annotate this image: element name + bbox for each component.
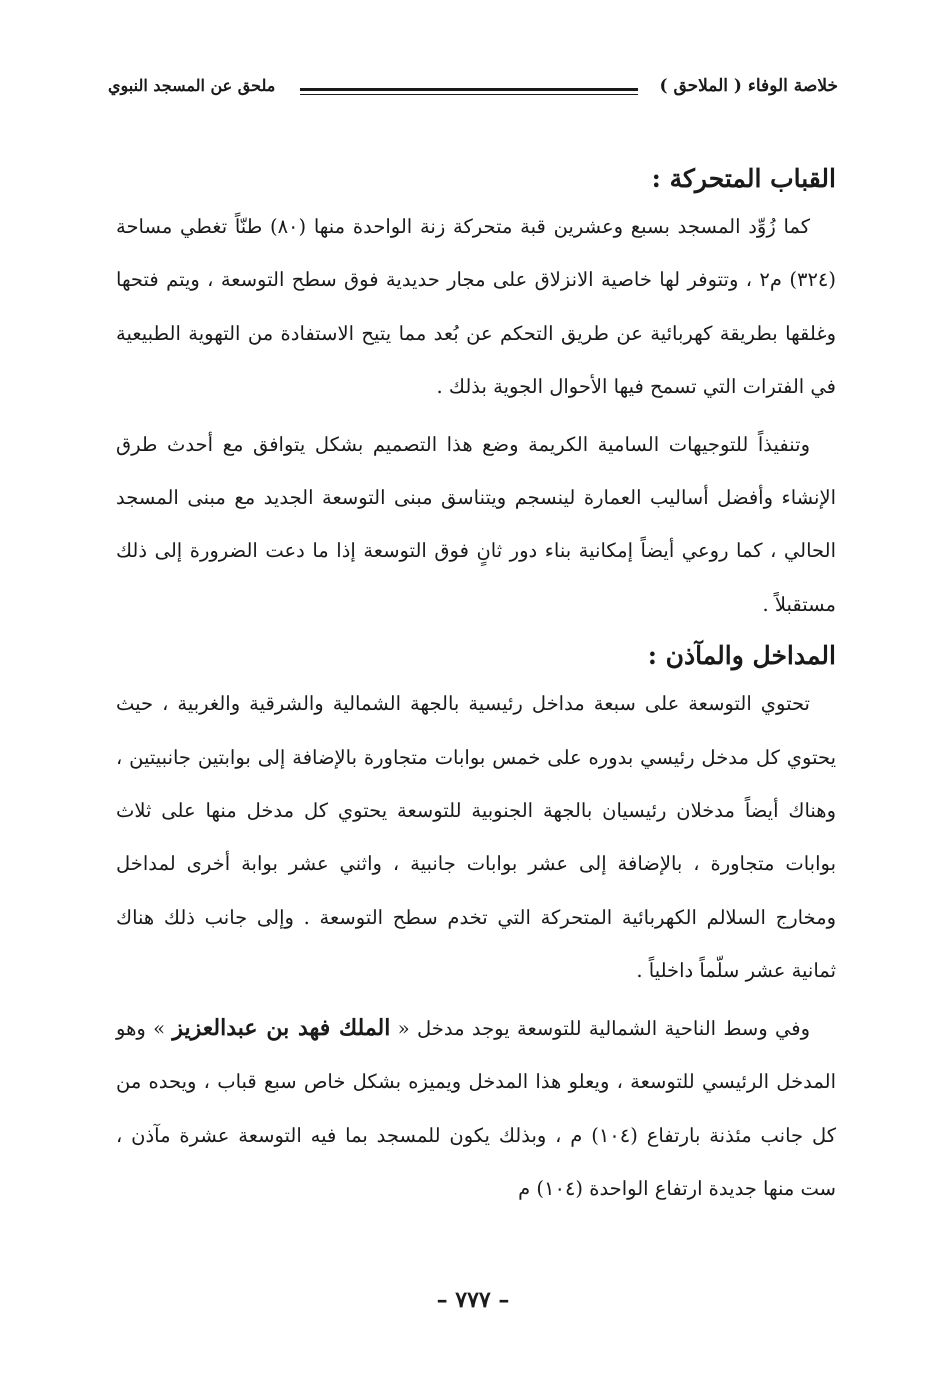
king-fahd-name: الملك فهد بن عبدالعزيز xyxy=(172,1014,391,1041)
paragraph-text-end: » وهو المدخل الرئيسي للتوسعة ، ويعلو هذا المدخل ويميزه بشكل خاص سبع قباب ، ويحده من كل جانب مئذنة بارتفاع (١٠٤) م ، وبذلك يكون للمسجد بما فيه التوسعة عشرة مآذن ، ست منها جديدة ارتفاع الواحدة (١٠٤) م xyxy=(116,1016,836,1200)
paragraph-entrances: تحتوي التوسعة على سبعة مداخل رئيسية بالجهة الشمالية والشرقية والغربية ، حيث يحتوي كل مدخل رئيسي بدوره على خمس بوابات متجاورة بالإضافة إلى بوابتين جانبيتين ، وهناك أيضاً مدخلان رئيسيان بالجهة الجنوبية للتوسعة يحتوي كل مدخل منها على ثلاث بوابات متجاورة ، بالإضافة إلى عشر بوابات جانبية ، واثني عشر بوابة أخرى لمداخل ومخارج السلالم الكهربائية المتحركة التي تخدم سطح التوسعة . وإلى جانب ذلك هناك ثمانية عشر سلّماً داخلياً . xyxy=(116,692,836,983)
body-content xyxy=(116,158,836,1219)
running-header xyxy=(108,72,838,106)
header-rule-thin xyxy=(300,94,638,95)
header-book-title: خلاصة الوفاء ( الملاحق ) xyxy=(659,76,838,96)
paragraph-design: وتنفيذاً للتوجيهات السامية الكريمة وضع هذا التصميم بشكل يتوافق مع أحدث طرق الإنشاء وأفضل أساليب العمارة لينسجم ويتناسق مبنى التوسعة الجديد مع مبنى المسجد الحالي ، كما روعي أيضاً إمكانية بناء دور ثانٍ فوق التوسعة إذا ما دعت الضرورة إلى ذلك مستقبلاً . xyxy=(116,432,836,616)
header-rule xyxy=(300,88,638,91)
page-number: – ٧٧٧ – xyxy=(436,1287,510,1313)
paragraph-domes: كما زُوِّد المسجد بسبع وعشرين قبة متحركة زنة الواحدة منها (٨٠) طنّاً تغطي مساحة (٣٢٤) م٢ ، وتتوفر لها خاصية الانزلاق على مجار حديدية فوق سطح التوسعة ، ويتم فتحها وغلقها بطريقة كهربائية عن طريق التحكم عن بُعد مما يتيح الاستفادة من التهوية الطبيعية في الفترات التي تسمح فيها الأحوال الجوية بذلك . xyxy=(116,215,836,399)
header-section-title: ملحق عن المسجد النبوي xyxy=(108,76,276,95)
paragraph-king-fahd-entrance xyxy=(116,1002,836,1216)
heading-moving-domes: القباب المتحركة : xyxy=(651,164,836,193)
heading-entrances-minarets: المداخل والمآذن : xyxy=(647,641,836,671)
paragraph-text-start: وفي وسط الناحية الشمالية للتوسعة يوجد مدخل « xyxy=(390,1016,810,1040)
